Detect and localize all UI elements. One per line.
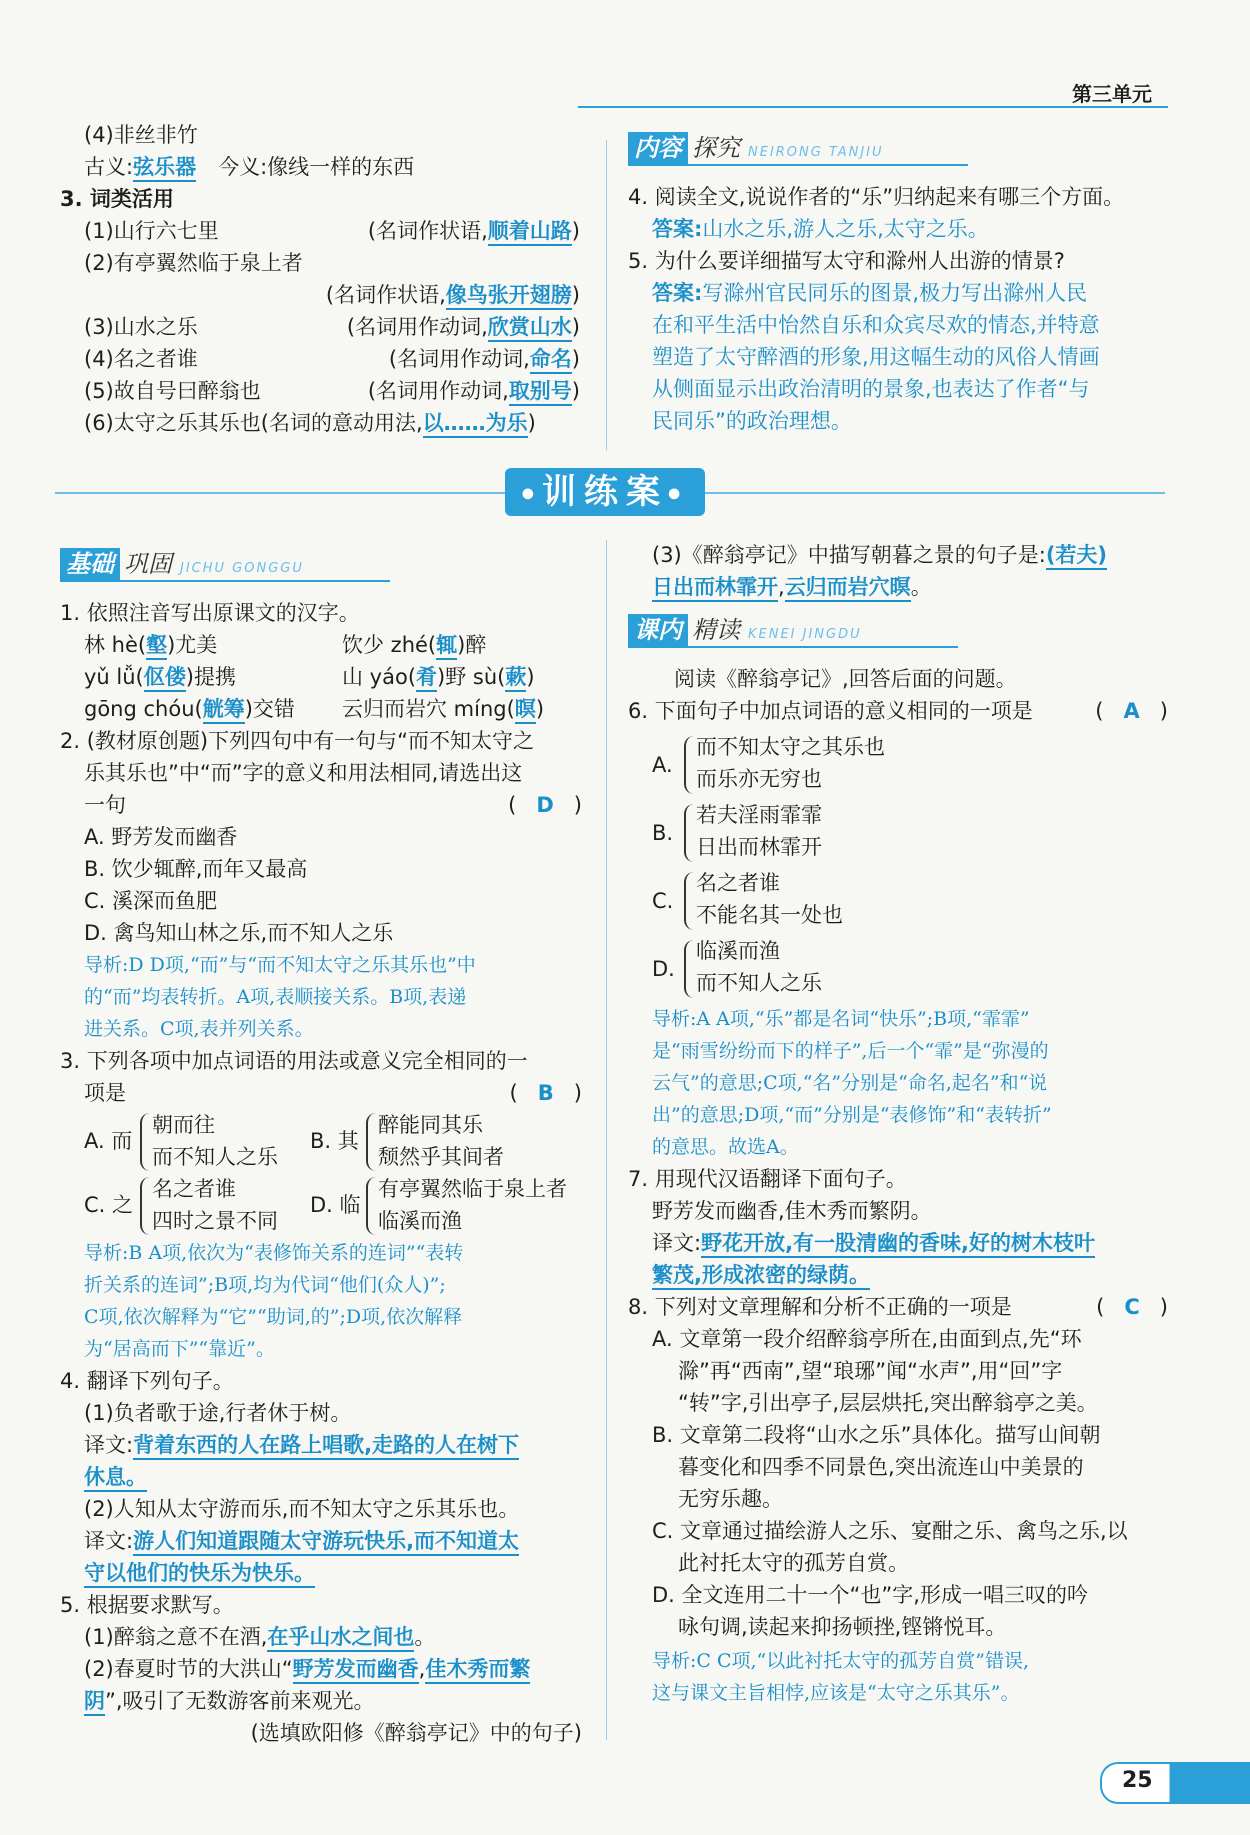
q5-item-3b: 日出而林霏开,云归而岩穴暝。: [652, 572, 932, 602]
left-top-block: [60, 120, 580, 450]
brace: [366, 1113, 376, 1171]
question-6-answer: ( A ): [1095, 699, 1168, 723]
pinyin-2: 饮少 zhé(辄)醉: [342, 630, 486, 660]
q4-sentence-1: (1)负者歌于途,行者休于树。: [84, 1401, 352, 1425]
page-number-tab: [1100, 1762, 1250, 1804]
answer-5-line1: 答案:写滁州官民同乐的图景,极力写出滁州人民: [652, 281, 1088, 305]
q8-option-a-3: “转”字,引出亭子,层层烘托,突出醉翁亭之美。: [678, 1391, 1098, 1415]
question-2-line2: 乐其乐也”中“而”字的意义和用法相同,请选出这: [84, 761, 523, 785]
q4-translation-2a: 译文:游人们知道跟随太守游玩快乐,而不知道太: [84, 1526, 519, 1556]
q3-d-1: 有亭翼然临于泉上者: [378, 1177, 567, 1201]
q3-a-1: 朝而往: [152, 1113, 215, 1137]
q3-explain-2: 折关系的连词”;B项,均为代词“他们(众人)”;: [84, 1274, 446, 1296]
q3-c-1: 名之者谁: [152, 1177, 236, 1201]
q3-a-2: 而不知人之乐: [152, 1145, 278, 1169]
question-5: 5. 根据要求默写。: [60, 1593, 234, 1617]
q6-c-2: 不能名其一处也: [696, 903, 843, 927]
q6-explain-4: 出”的意思;D项,“而”分别是“表修饰”和“表转折”: [652, 1104, 1052, 1126]
answer-5-line4: 从侧面显示出政治清明的景象,也表达了作者“与: [652, 377, 1090, 401]
q4-translation-1b: 休息。: [84, 1462, 147, 1492]
item-5-text: (5)故自号曰醉翁也: [84, 379, 261, 403]
q6-option-d: D.: [652, 957, 675, 981]
q7-translation-a: 译文:野花开放,有一股清幽的香味,好的树木枝叶: [652, 1228, 1095, 1258]
q8-option-d-1: D. 全文连用二十一个“也”字,形成一唱三叹的吟: [652, 1583, 1088, 1607]
item-2-note: (名词作状语,像鸟张开翅膀): [326, 280, 580, 310]
training-banner: ●训练案●: [505, 468, 705, 516]
q6-d-1: 临溪而渔: [696, 939, 780, 963]
q6-explain-5: 的意思。故选A。: [652, 1136, 799, 1158]
q7-sentence: 野芳发而幽香,佳木秀而繁阴。: [652, 1199, 932, 1223]
section-3-title: 3. 词类活用: [60, 187, 174, 211]
right-bottom-block: [628, 540, 1168, 1740]
brace: [140, 1113, 150, 1171]
item-5-note: (名词用作动词,取别号): [368, 376, 580, 406]
answer-4: 答案:山水之乐,游人之乐,太守之乐。: [652, 217, 989, 241]
q2-explain-3: 进关系。C项,表并列关系。: [84, 1018, 314, 1040]
q6-b-2: 日出而林霏开: [696, 835, 822, 859]
left-bottom-block: [60, 548, 582, 1748]
pinyin-3: yǔ lǚ(伛偻)提携: [84, 662, 236, 692]
answer-5-line2: 在和平生活中怡然自乐和众宾尽欢的情态,并特意: [652, 313, 1100, 337]
reading-intro: 阅读《醉翁亭记》,回答后面的问题。: [674, 667, 1017, 691]
q6-a-2: 而乐亦无穷也: [696, 767, 822, 791]
q3-d-2: 临溪而渔: [378, 1209, 462, 1233]
q5-note: (选填欧阳修《醉翁亭记》中的句子): [250, 1721, 582, 1745]
item-2-text: (2)有亭翼然临于泉上者: [84, 251, 303, 275]
section-header-basic: 基础 巩固 JICHU GONGGU: [60, 548, 390, 582]
item-6-text: (6)太守之乐其乐也(名词的意动用法,以……为乐): [84, 408, 536, 438]
q2-explain-1: 导析:D D项,“而”与“而不知太守之乐其乐也”中: [84, 954, 476, 976]
q6-option-c: C.: [652, 889, 674, 913]
section-header-content-explore: 内容 探究 NEIRONG TANJIU: [628, 132, 968, 166]
q8-option-c-2: 此衬托太守的孤芳自赏。: [678, 1551, 909, 1575]
q5-item-1: (1)醉翁之意不在酒,在乎山水之间也。: [84, 1622, 435, 1652]
item-1-text: (1)山行六七里: [84, 219, 219, 243]
q6-option-b: B.: [652, 821, 674, 845]
pinyin-5: gōng chóu(觥筹)交错: [84, 694, 295, 724]
question-7: 7. 用现代汉语翻译下面句子。: [628, 1167, 907, 1191]
q6-explain-3: 云气”的意思;C项,“名”分别是“命名,起名”和“说: [652, 1072, 1048, 1094]
q6-a-1: 而不知太守之其乐也: [696, 735, 885, 759]
brace: [684, 940, 694, 998]
item-1-note: (名词作状语,顺着山路): [368, 216, 580, 246]
question-2-line1: 2. (教材原创题)下列四句中有一句与“而不知太守之: [60, 729, 534, 753]
header-rule: [578, 106, 1168, 108]
q8-option-b-3: 无穷乐趣。: [678, 1487, 783, 1511]
q6-option-a: A.: [652, 753, 673, 777]
q8-explain-1: 导析:C C项,“以此衬托太守的孤芳自赏”错误,: [652, 1650, 1030, 1672]
q3-b-1: 醉能同其乐: [378, 1113, 483, 1137]
q3-b-2: 颓然乎其间者: [378, 1145, 504, 1169]
q8-option-d-2: 咏句调,读起来抑扬顿挫,铿锵悦耳。: [678, 1615, 1007, 1639]
question-8-answer: ( C ): [1096, 1295, 1168, 1319]
q7-translation-b: 繁茂,形成浓密的绿荫。: [652, 1260, 870, 1290]
q6-c-1: 名之者谁: [696, 871, 780, 895]
question-2-answer: ( D ): [508, 793, 582, 817]
q3-option-b: B. 其: [310, 1129, 359, 1153]
q3-explain-1: 导析:B A项,依次为“表修饰关系的连词”“表转: [84, 1242, 464, 1264]
q8-explain-2: 这与课文主旨相悖,应该是“太守之乐其乐”。: [652, 1682, 1020, 1704]
q8-option-a-2: 滁”再“西南”,望“琅琊”闻“水声”,用“回”字: [678, 1359, 1063, 1383]
q3-option-c: C. 之: [84, 1193, 134, 1217]
q3-option-d: D. 临: [310, 1193, 361, 1217]
pinyin-6: 云归而岩穴 míng(暝): [342, 694, 544, 724]
unit-label: 第三单元: [1072, 82, 1152, 106]
item-3-text: (3)山水之乐: [84, 315, 198, 339]
brace: [140, 1177, 150, 1235]
pinyin-4: 山 yáo(肴)野 sù(蔌): [342, 662, 535, 692]
question-3-line1: 3. 下列各项中加点词语的用法或意义完全相同的一: [60, 1049, 528, 1073]
page-number: 25: [1122, 1768, 1153, 1793]
q6-explain-2: 是“雨雪纷纷而下的样子”,后一个“霏”是“弥漫的: [652, 1040, 1049, 1062]
q6-d-2: 而不知人之乐: [696, 971, 822, 995]
question-2-line3: 一句: [84, 793, 126, 817]
q5-item-3a: (3)《醉翁亭记》中描写朝暮之景的句子是:(若夫): [652, 540, 1107, 570]
question-3-answer: ( B ): [509, 1081, 582, 1105]
q6-explain-1: 导析:A A项,“乐”都是名词“快乐”;B项,“霏霏”: [652, 1008, 1030, 1030]
pinyin-1: 林 hè(壑)尤美: [84, 630, 217, 660]
question-4: 4. 翻译下列句子。: [60, 1369, 234, 1393]
q4-translation-2b: 守以他们的快乐为快乐。: [84, 1558, 315, 1588]
brace: [684, 872, 694, 930]
question-8: 8. 下列对文章理解和分析不正确的一项是: [628, 1295, 1012, 1319]
q3-explain-4: 为“居高而下”“靠近”。: [84, 1338, 275, 1360]
item-4-meaning: 古义:弦乐器 今义:像线一样的东西: [84, 152, 414, 182]
right-top-block: [628, 132, 1168, 452]
q8-option-b-2: 暮变化和四季不同景色,突出流连山中美景的: [678, 1455, 1084, 1479]
question-3-line2: 项是: [84, 1081, 126, 1105]
q2-option-d: D. 禽鸟知山林之乐,而不知人之乐: [84, 921, 394, 945]
item-4-text: (4)名之者谁: [84, 347, 198, 371]
q5-item-2: (2)春夏时节的大洪山“野芳发而幽香,佳木秀而繁: [84, 1654, 530, 1684]
q4-sentence-2: (2)人知从太守游而乐,而不知太守之乐其乐也。: [84, 1497, 520, 1521]
q2-explain-2: 的“而”均表转折。A项,表顺接关系。B项,表递: [84, 986, 467, 1008]
question-4: 4. 阅读全文,说说作者的“乐”归纳起来有哪三个方面。: [628, 185, 1125, 209]
q8-option-c-1: C. 文章通过描绘游人之乐、宴酣之乐、禽鸟之乐,以: [652, 1519, 1128, 1543]
q8-option-b-1: B. 文章第二段将“山水之乐”具体化。描写山间朝: [652, 1423, 1101, 1447]
q6-b-1: 若夫淫雨霏霏: [696, 803, 822, 827]
brace: [366, 1177, 376, 1235]
q5-item-2b: 阴”,吸引了无数游客前来观光。: [84, 1686, 375, 1716]
q2-option-b: B. 饮少辄醉,而年又最高: [84, 857, 308, 881]
q4-translation-1a: 译文:背着东西的人在路上唱歌,走路的人在树下: [84, 1430, 519, 1460]
item-3-note: (名词用作动词,欣赏山水): [347, 312, 580, 342]
q2-option-c: C. 溪深而鱼肥: [84, 889, 218, 913]
answer-5-line5: 民同乐”的政治理想。: [652, 409, 852, 433]
q3-explain-3: C项,依次解释为“它”“助词,的”;D项,依次解释: [84, 1306, 463, 1328]
q2-option-a: A. 野芳发而幽香: [84, 825, 238, 849]
answer-5-line3: 塑造了太守醉酒的形象,用这幅生动的风俗人情画: [652, 345, 1100, 369]
column-divider-top: [606, 140, 607, 450]
question-6: 6. 下面句子中加点词语的意义相同的一项是: [628, 699, 1033, 723]
section-header-close-reading: 课内 精读 KENEI JINGDU: [628, 614, 958, 648]
question-5: 5. 为什么要详细描写太守和滁州人出游的情景?: [628, 249, 1065, 273]
q8-option-a-1: A. 文章第一段介绍醉翁亭所在,由面到点,先“环: [652, 1327, 1082, 1351]
question-1: 1. 依照注音写出原课文的汉字。: [60, 601, 360, 625]
column-divider-bottom: [606, 540, 607, 1740]
q3-c-2: 四时之景不同: [152, 1209, 278, 1233]
brace: [684, 804, 694, 862]
item-4-title: (4)非丝非竹: [84, 123, 198, 147]
brace: [684, 736, 694, 794]
item-4-note: (名词用作动词,命名): [389, 344, 580, 374]
q3-option-a: A. 而: [84, 1129, 133, 1153]
